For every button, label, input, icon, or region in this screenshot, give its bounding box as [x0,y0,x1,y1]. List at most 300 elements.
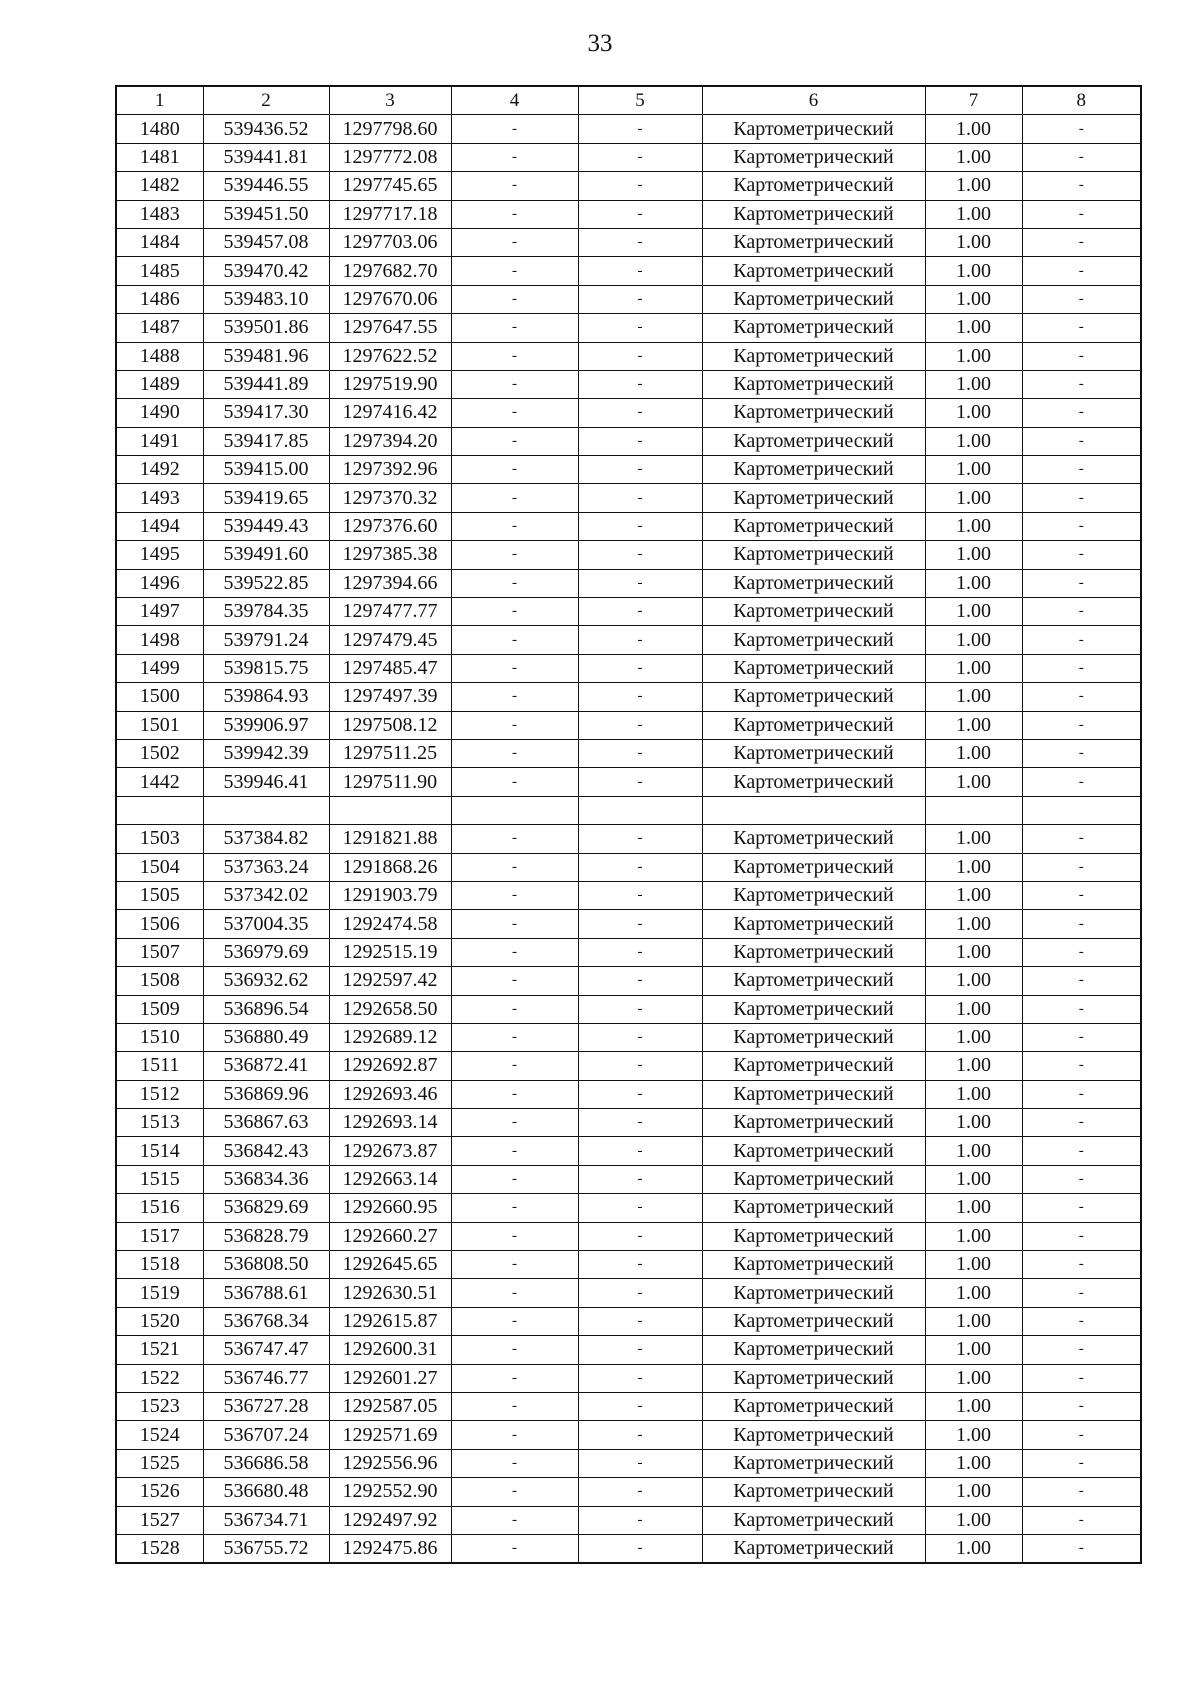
y-coordinate-cell: 1292515.19 [329,938,451,966]
accuracy-cell: 1.00 [925,172,1022,200]
col-5-cell: - [578,228,702,256]
method-cell: Картометрический [702,257,925,285]
accuracy-cell: 1.00 [925,711,1022,739]
method-cell: Картометрический [702,1137,925,1165]
accuracy-cell: 1.00 [925,115,1022,143]
col-8-cell: - [1022,228,1141,256]
accuracy-cell: 1.00 [925,995,1022,1023]
accuracy-cell: 1.00 [925,967,1022,995]
y-coordinate-cell: 1292692.87 [329,1052,451,1080]
col-8-cell: - [1022,654,1141,682]
method-cell: Картометрический [702,995,925,1023]
point-number-cell: 1504 [116,853,203,881]
accuracy-cell: 1.00 [925,285,1022,313]
col-8-cell: - [1022,200,1141,228]
col-8-cell: - [1022,370,1141,398]
point-number-cell: 1517 [116,1222,203,1250]
col-5-cell: - [578,1307,702,1335]
accuracy-cell: 1.00 [925,1023,1022,1051]
col-5-cell: - [578,1023,702,1051]
col-8-cell: - [1022,1137,1141,1165]
x-coordinate-cell: 536808.50 [203,1251,329,1279]
col-8-cell: - [1022,768,1141,796]
x-coordinate-cell: 536896.54 [203,995,329,1023]
point-number-cell: 1442 [116,768,203,796]
method-cell: Картометрический [702,967,925,995]
point-number-cell: 1521 [116,1336,203,1364]
col-4-cell: - [451,115,578,143]
table-row [116,825,1141,853]
point-number-cell: 1513 [116,1109,203,1137]
table-row [116,1109,1141,1137]
accuracy-cell: 1.00 [925,626,1022,654]
col-5-cell: - [578,370,702,398]
point-number-cell: 1487 [116,314,203,342]
y-coordinate-cell: 1297703.06 [329,228,451,256]
accuracy-cell: 1.00 [925,1279,1022,1307]
accuracy-cell: 1.00 [925,484,1022,512]
accuracy-cell: 1.00 [925,541,1022,569]
y-coordinate-cell: 1292600.31 [329,1336,451,1364]
table-row [116,569,1141,597]
point-number-cell: 1528 [116,1534,203,1563]
col-5-cell: - [578,768,702,796]
y-coordinate-cell: 1292658.50 [329,995,451,1023]
col-4-cell: - [451,683,578,711]
x-coordinate-cell: 539946.41 [203,768,329,796]
header-cell-5: 5 [578,86,702,115]
table-row [116,910,1141,938]
accuracy-cell: 1.00 [925,654,1022,682]
col-8-cell: - [1022,1534,1141,1563]
point-number-cell: 1496 [116,569,203,597]
col-8-cell: - [1022,342,1141,370]
y-coordinate-cell: 1297717.18 [329,200,451,228]
y-coordinate-cell: 1297519.90 [329,370,451,398]
col-8-cell: - [1022,512,1141,540]
table-row [116,1080,1141,1108]
col-5-cell: - [578,569,702,597]
point-number-cell: 1481 [116,143,203,171]
table-row [116,342,1141,370]
method-cell: Картометрический [702,200,925,228]
accuracy-cell: 1.00 [925,342,1022,370]
header-cell-3: 3 [329,86,451,115]
header-cell-6: 6 [702,86,925,115]
point-number-cell: 1488 [116,342,203,370]
col-5-cell: - [578,598,702,626]
accuracy-cell: 1.00 [925,427,1022,455]
col-4-cell: - [451,1052,578,1080]
method-cell: Картометрический [702,1109,925,1137]
point-number-cell: 1525 [116,1449,203,1477]
col-5-cell: - [578,1052,702,1080]
accuracy-cell: 1.00 [925,768,1022,796]
col-5-cell: - [578,1421,702,1449]
x-coordinate-cell: 536746.77 [203,1364,329,1392]
empty-cell [451,796,578,824]
method-cell: Картометрический [702,739,925,767]
x-coordinate-cell: 539441.81 [203,143,329,171]
y-coordinate-cell: 1297477.77 [329,598,451,626]
table-row [116,626,1141,654]
col-4-cell: - [451,739,578,767]
col-5-cell: - [578,1534,702,1563]
x-coordinate-cell: 539457.08 [203,228,329,256]
col-8-cell: - [1022,427,1141,455]
accuracy-cell: 1.00 [925,569,1022,597]
y-coordinate-cell: 1291868.26 [329,853,451,881]
method-cell: Картометрический [702,399,925,427]
col-5-cell: - [578,200,702,228]
x-coordinate-cell: 539417.85 [203,427,329,455]
table-row [116,1251,1141,1279]
col-8-cell: - [1022,739,1141,767]
col-5-cell: - [578,1279,702,1307]
x-coordinate-cell: 536788.61 [203,1279,329,1307]
accuracy-cell: 1.00 [925,1449,1022,1477]
y-coordinate-cell: 1297370.32 [329,484,451,512]
col-8-cell: - [1022,569,1141,597]
accuracy-cell: 1.00 [925,1392,1022,1420]
col-4-cell: - [451,1222,578,1250]
accuracy-cell: 1.00 [925,1109,1022,1137]
header-cell-7: 7 [925,86,1022,115]
col-4-cell: - [451,370,578,398]
col-4-cell: - [451,598,578,626]
accuracy-cell: 1.00 [925,1194,1022,1222]
x-coordinate-cell: 537363.24 [203,853,329,881]
method-cell: Картометрический [702,1392,925,1420]
point-number-cell: 1518 [116,1251,203,1279]
col-8-cell: - [1022,1307,1141,1335]
col-4-cell: - [451,1023,578,1051]
point-number-cell: 1499 [116,654,203,682]
y-coordinate-cell: 1291903.79 [329,881,451,909]
header-cell-1: 1 [116,86,203,115]
col-8-cell: - [1022,1478,1141,1506]
table-row [116,1279,1141,1307]
col-4-cell: - [451,399,578,427]
col-4-cell: - [451,1307,578,1335]
point-number-cell: 1527 [116,1506,203,1534]
col-5-cell: - [578,1109,702,1137]
col-5-cell: - [578,143,702,171]
col-5-cell: - [578,541,702,569]
x-coordinate-cell: 539470.42 [203,257,329,285]
x-coordinate-cell: 539441.89 [203,370,329,398]
y-coordinate-cell: 1292587.05 [329,1392,451,1420]
point-number-cell: 1524 [116,1421,203,1449]
col-8-cell: - [1022,995,1141,1023]
x-coordinate-cell: 536747.47 [203,1336,329,1364]
method-cell: Картометрический [702,1251,925,1279]
col-5-cell: - [578,1222,702,1250]
y-coordinate-cell: 1297622.52 [329,342,451,370]
x-coordinate-cell: 539906.97 [203,711,329,739]
col-5-cell: - [578,1137,702,1165]
col-8-cell: - [1022,1506,1141,1534]
x-coordinate-cell: 536834.36 [203,1165,329,1193]
table-row [116,1023,1141,1051]
x-coordinate-cell: 537384.82 [203,825,329,853]
method-cell: Картометрический [702,938,925,966]
col-8-cell: - [1022,484,1141,512]
method-cell: Картометрический [702,881,925,909]
table-row [116,995,1141,1023]
col-5-cell: - [578,115,702,143]
col-4-cell: - [451,1534,578,1563]
x-coordinate-cell: 536686.58 [203,1449,329,1477]
col-8-cell: - [1022,172,1141,200]
col-4-cell: - [451,1279,578,1307]
accuracy-cell: 1.00 [925,370,1022,398]
col-5-cell: - [578,1392,702,1420]
method-cell: Картометрический [702,1080,925,1108]
x-coordinate-cell: 536932.62 [203,967,329,995]
col-8-cell: - [1022,598,1141,626]
col-8-cell: - [1022,1421,1141,1449]
accuracy-cell: 1.00 [925,853,1022,881]
col-4-cell: - [451,1194,578,1222]
col-8-cell: - [1022,1449,1141,1477]
point-number-cell: 1505 [116,881,203,909]
x-coordinate-cell: 539491.60 [203,541,329,569]
table-body [116,115,1141,1563]
y-coordinate-cell: 1292689.12 [329,1023,451,1051]
empty-cell [329,796,451,824]
col-5-cell: - [578,881,702,909]
accuracy-cell: 1.00 [925,910,1022,938]
accuracy-cell: 1.00 [925,1478,1022,1506]
point-number-cell: 1516 [116,1194,203,1222]
y-coordinate-cell: 1292663.14 [329,1165,451,1193]
table-row [116,285,1141,313]
col-8-cell: - [1022,1251,1141,1279]
x-coordinate-cell: 539501.86 [203,314,329,342]
method-cell: Картометрический [702,654,925,682]
x-coordinate-cell: 539791.24 [203,626,329,654]
point-number-cell: 1497 [116,598,203,626]
col-8-cell: - [1022,285,1141,313]
method-cell: Картометрический [702,853,925,881]
col-4-cell: - [451,1165,578,1193]
table-row [116,768,1141,796]
y-coordinate-cell: 1297647.55 [329,314,451,342]
table-row [116,967,1141,995]
col-4-cell: - [451,654,578,682]
point-number-cell: 1514 [116,1137,203,1165]
y-coordinate-cell: 1292615.87 [329,1307,451,1335]
x-coordinate-cell: 537004.35 [203,910,329,938]
x-coordinate-cell: 539483.10 [203,285,329,313]
y-coordinate-cell: 1297745.65 [329,172,451,200]
col-4-cell: - [451,995,578,1023]
col-8-cell: - [1022,938,1141,966]
col-4-cell: - [451,342,578,370]
y-coordinate-cell: 1292556.96 [329,1449,451,1477]
x-coordinate-cell: 536727.28 [203,1392,329,1420]
method-cell: Картометрический [702,1506,925,1534]
method-cell: Картометрический [702,1449,925,1477]
method-cell: Картометрический [702,825,925,853]
x-coordinate-cell: 539436.52 [203,115,329,143]
table-row [116,711,1141,739]
col-5-cell: - [578,938,702,966]
table-row [116,143,1141,171]
method-cell: Картометрический [702,342,925,370]
table-row [116,1194,1141,1222]
page-number: 33 [587,30,613,57]
method-cell: Картометрический [702,598,925,626]
method-cell: Картометрический [702,172,925,200]
col-8-cell: - [1022,910,1141,938]
col-8-cell: - [1022,1222,1141,1250]
col-5-cell: - [578,314,702,342]
table-row [116,683,1141,711]
point-number-cell: 1522 [116,1364,203,1392]
method-cell: Картометрический [702,456,925,484]
col-5-cell: - [578,739,702,767]
method-cell: Картометрический [702,314,925,342]
method-cell: Картометрический [702,285,925,313]
col-8-cell: - [1022,1392,1141,1420]
empty-cell [203,796,329,824]
method-cell: Картометрический [702,1307,925,1335]
col-5-cell: - [578,1506,702,1534]
point-number-cell: 1493 [116,484,203,512]
y-coordinate-cell: 1297394.20 [329,427,451,455]
col-4-cell: - [451,484,578,512]
point-number-cell: 1483 [116,200,203,228]
x-coordinate-cell: 536867.63 [203,1109,329,1137]
col-8-cell: - [1022,626,1141,654]
method-cell: Картометрический [702,1534,925,1563]
y-coordinate-cell: 1297394.66 [329,569,451,597]
accuracy-cell: 1.00 [925,1080,1022,1108]
col-5-cell: - [578,1165,702,1193]
y-coordinate-cell: 1297485.47 [329,654,451,682]
col-5-cell: - [578,484,702,512]
coordinates-table [115,85,1142,1564]
empty-cell [925,796,1022,824]
col-4-cell: - [451,1109,578,1137]
col-5-cell: - [578,1194,702,1222]
method-cell: Картометрический [702,541,925,569]
accuracy-cell: 1.00 [925,1222,1022,1250]
accuracy-cell: 1.00 [925,1534,1022,1563]
col-4-cell: - [451,456,578,484]
col-4-cell: - [451,1080,578,1108]
y-coordinate-cell: 1292660.27 [329,1222,451,1250]
x-coordinate-cell: 539417.30 [203,399,329,427]
point-number-cell: 1502 [116,739,203,767]
table-row [116,853,1141,881]
accuracy-cell: 1.00 [925,683,1022,711]
table-row [116,1336,1141,1364]
col-5-cell: - [578,654,702,682]
accuracy-cell: 1.00 [925,456,1022,484]
empty-cell [1022,796,1141,824]
method-cell: Картометрический [702,1052,925,1080]
col-8-cell: - [1022,711,1141,739]
col-8-cell: - [1022,1336,1141,1364]
col-5-cell: - [578,342,702,370]
method-cell: Картометрический [702,1165,925,1193]
accuracy-cell: 1.00 [925,739,1022,767]
accuracy-cell: 1.00 [925,1364,1022,1392]
x-coordinate-cell: 539815.75 [203,654,329,682]
col-5-cell: - [578,1364,702,1392]
col-4-cell: - [451,1336,578,1364]
col-5-cell: - [578,711,702,739]
col-4-cell: - [451,143,578,171]
table-row [116,1392,1141,1420]
point-number-cell: 1490 [116,399,203,427]
table-row [116,1364,1141,1392]
accuracy-cell: 1.00 [925,228,1022,256]
col-8-cell: - [1022,1364,1141,1392]
point-number-cell: 1495 [116,541,203,569]
col-4-cell: - [451,1506,578,1534]
table-row [116,1534,1141,1563]
col-4-cell: - [451,1449,578,1477]
col-4-cell: - [451,626,578,654]
accuracy-cell: 1.00 [925,1052,1022,1080]
point-number-cell: 1506 [116,910,203,938]
col-5-cell: - [578,257,702,285]
col-8-cell: - [1022,881,1141,909]
y-coordinate-cell: 1292630.51 [329,1279,451,1307]
col-8-cell: - [1022,967,1141,995]
table-row [116,881,1141,909]
point-number-cell: 1485 [116,257,203,285]
accuracy-cell: 1.00 [925,1137,1022,1165]
point-number-cell: 1519 [116,1279,203,1307]
method-cell: Картометрический [702,768,925,796]
col-8-cell: - [1022,1052,1141,1080]
y-coordinate-cell: 1297376.60 [329,512,451,540]
col-4-cell: - [451,257,578,285]
x-coordinate-cell: 536872.41 [203,1052,329,1080]
table-row [116,739,1141,767]
accuracy-cell: 1.00 [925,881,1022,909]
method-cell: Картометрический [702,711,925,739]
point-number-cell: 1503 [116,825,203,853]
table-row [116,1449,1141,1477]
x-coordinate-cell: 537342.02 [203,881,329,909]
y-coordinate-cell: 1297798.60 [329,115,451,143]
table-row [116,598,1141,626]
table-row [116,1165,1141,1193]
col-5-cell: - [578,1080,702,1108]
table-row [116,370,1141,398]
method-cell: Картометрический [702,1421,925,1449]
point-number-cell: 1498 [116,626,203,654]
x-coordinate-cell: 539419.65 [203,484,329,512]
x-coordinate-cell: 539784.35 [203,598,329,626]
col-4-cell: - [451,541,578,569]
table-row [116,1222,1141,1250]
y-coordinate-cell: 1297508.12 [329,711,451,739]
point-number-cell: 1509 [116,995,203,1023]
y-coordinate-cell: 1291821.88 [329,825,451,853]
method-cell: Картометрический [702,143,925,171]
accuracy-cell: 1.00 [925,200,1022,228]
y-coordinate-cell: 1297772.08 [329,143,451,171]
point-number-cell: 1512 [116,1080,203,1108]
table-row [116,1506,1141,1534]
